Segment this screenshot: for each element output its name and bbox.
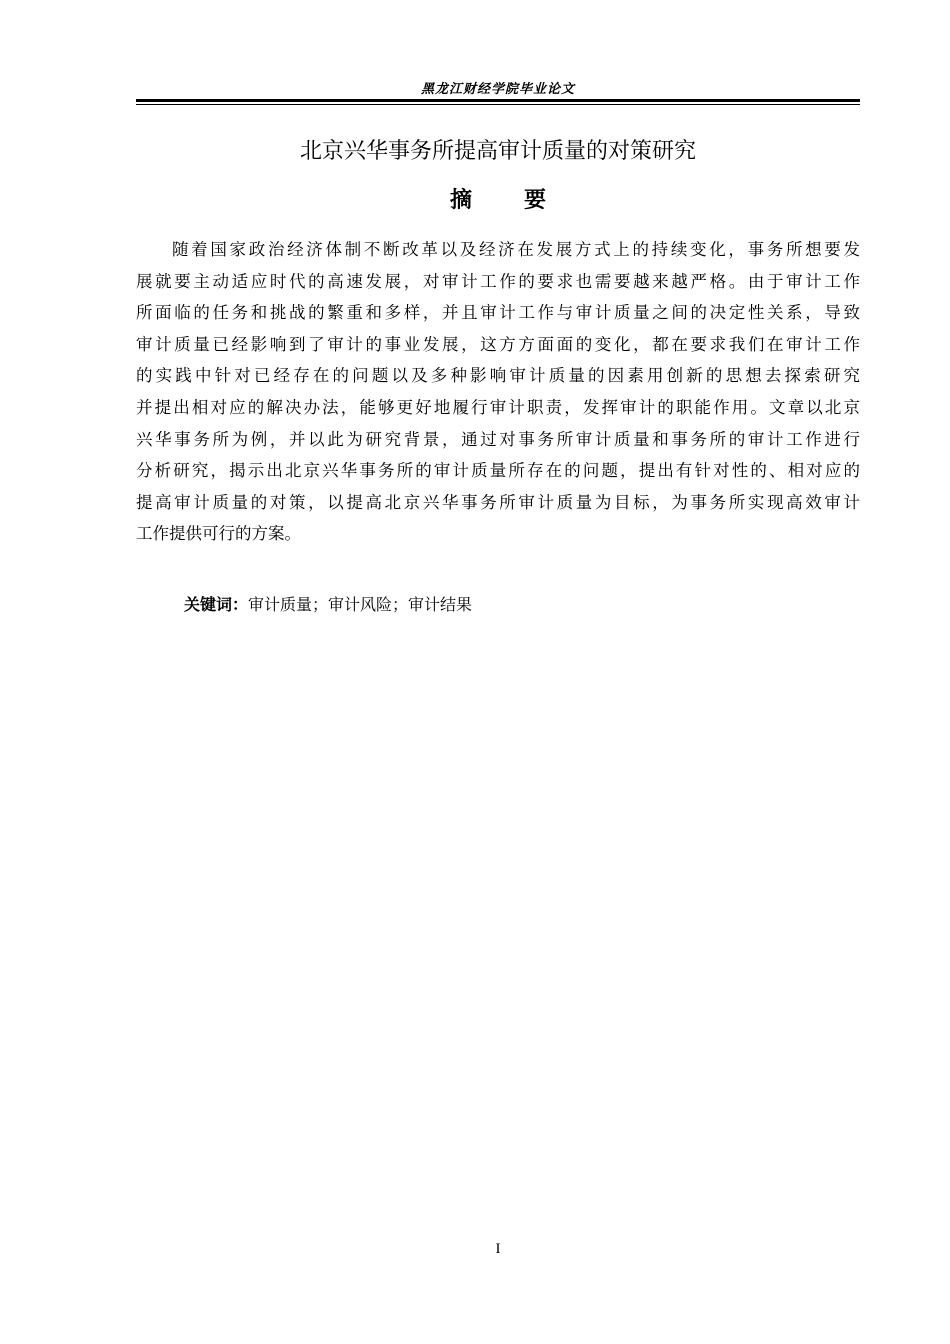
abstract-line: 工作提供可行的方案。: [136, 524, 301, 544]
abstract-line: 展就要主动适应时代的高速发展，对审计工作的要求也需要越来越严格。由于审计工作: [136, 271, 860, 291]
abstract-line: 随着国家政治经济体制不断改革以及经济在发展方式上的持续变化，事务所想要发: [172, 240, 860, 259]
abstract-line: 审计质量已经影响到了审计的事业发展，这方方面面的变化，都在要求我们在审计工作: [136, 334, 860, 354]
abstract-line: 分析研究，揭示出北京兴华事务所的审计质量所存在的问题，提出有针对性的、相对应的: [136, 461, 860, 481]
paper-title: 北京兴华事务所提高审计质量的对策研究: [299, 139, 696, 164]
abstract-line: 提高审计质量的对策，以提高北京兴华事务所审计质量为目标，为事务所实现高效审计: [136, 492, 860, 512]
page-number: I: [495, 1241, 501, 1257]
keywords-label: 关键词：: [184, 595, 249, 614]
abstract-line: 并提出相对应的解决办法，能够更好地履行审计职责，发挥审计的职能作用。文章以北京: [136, 397, 860, 417]
keywords-value: 审计质量；审计风险；审计结果: [248, 595, 473, 614]
abstract-line: 的实践中针对已经存在的问题以及多种影响审计质量的因素用创新的思想去探索研究: [136, 366, 860, 386]
header-rule-thick: [136, 99, 860, 102]
abstract-line: 所面临的任务和挑战的繁重和多样，并且审计工作与审计质量之间的决定性关系，导致: [136, 303, 860, 323]
abstract-line: 兴华事务所为例，并以此为研究背景，通过对事务所审计质量和事务所的审计工作进行: [136, 429, 860, 449]
abstract-body: [136, 234, 860, 550]
keywords: [184, 593, 472, 617]
running-header: 黑龙江财经学院毕业论文: [420, 82, 575, 97]
header-rule-thin: [136, 104, 860, 105]
abstract-heading: 摘要: [449, 188, 598, 213]
